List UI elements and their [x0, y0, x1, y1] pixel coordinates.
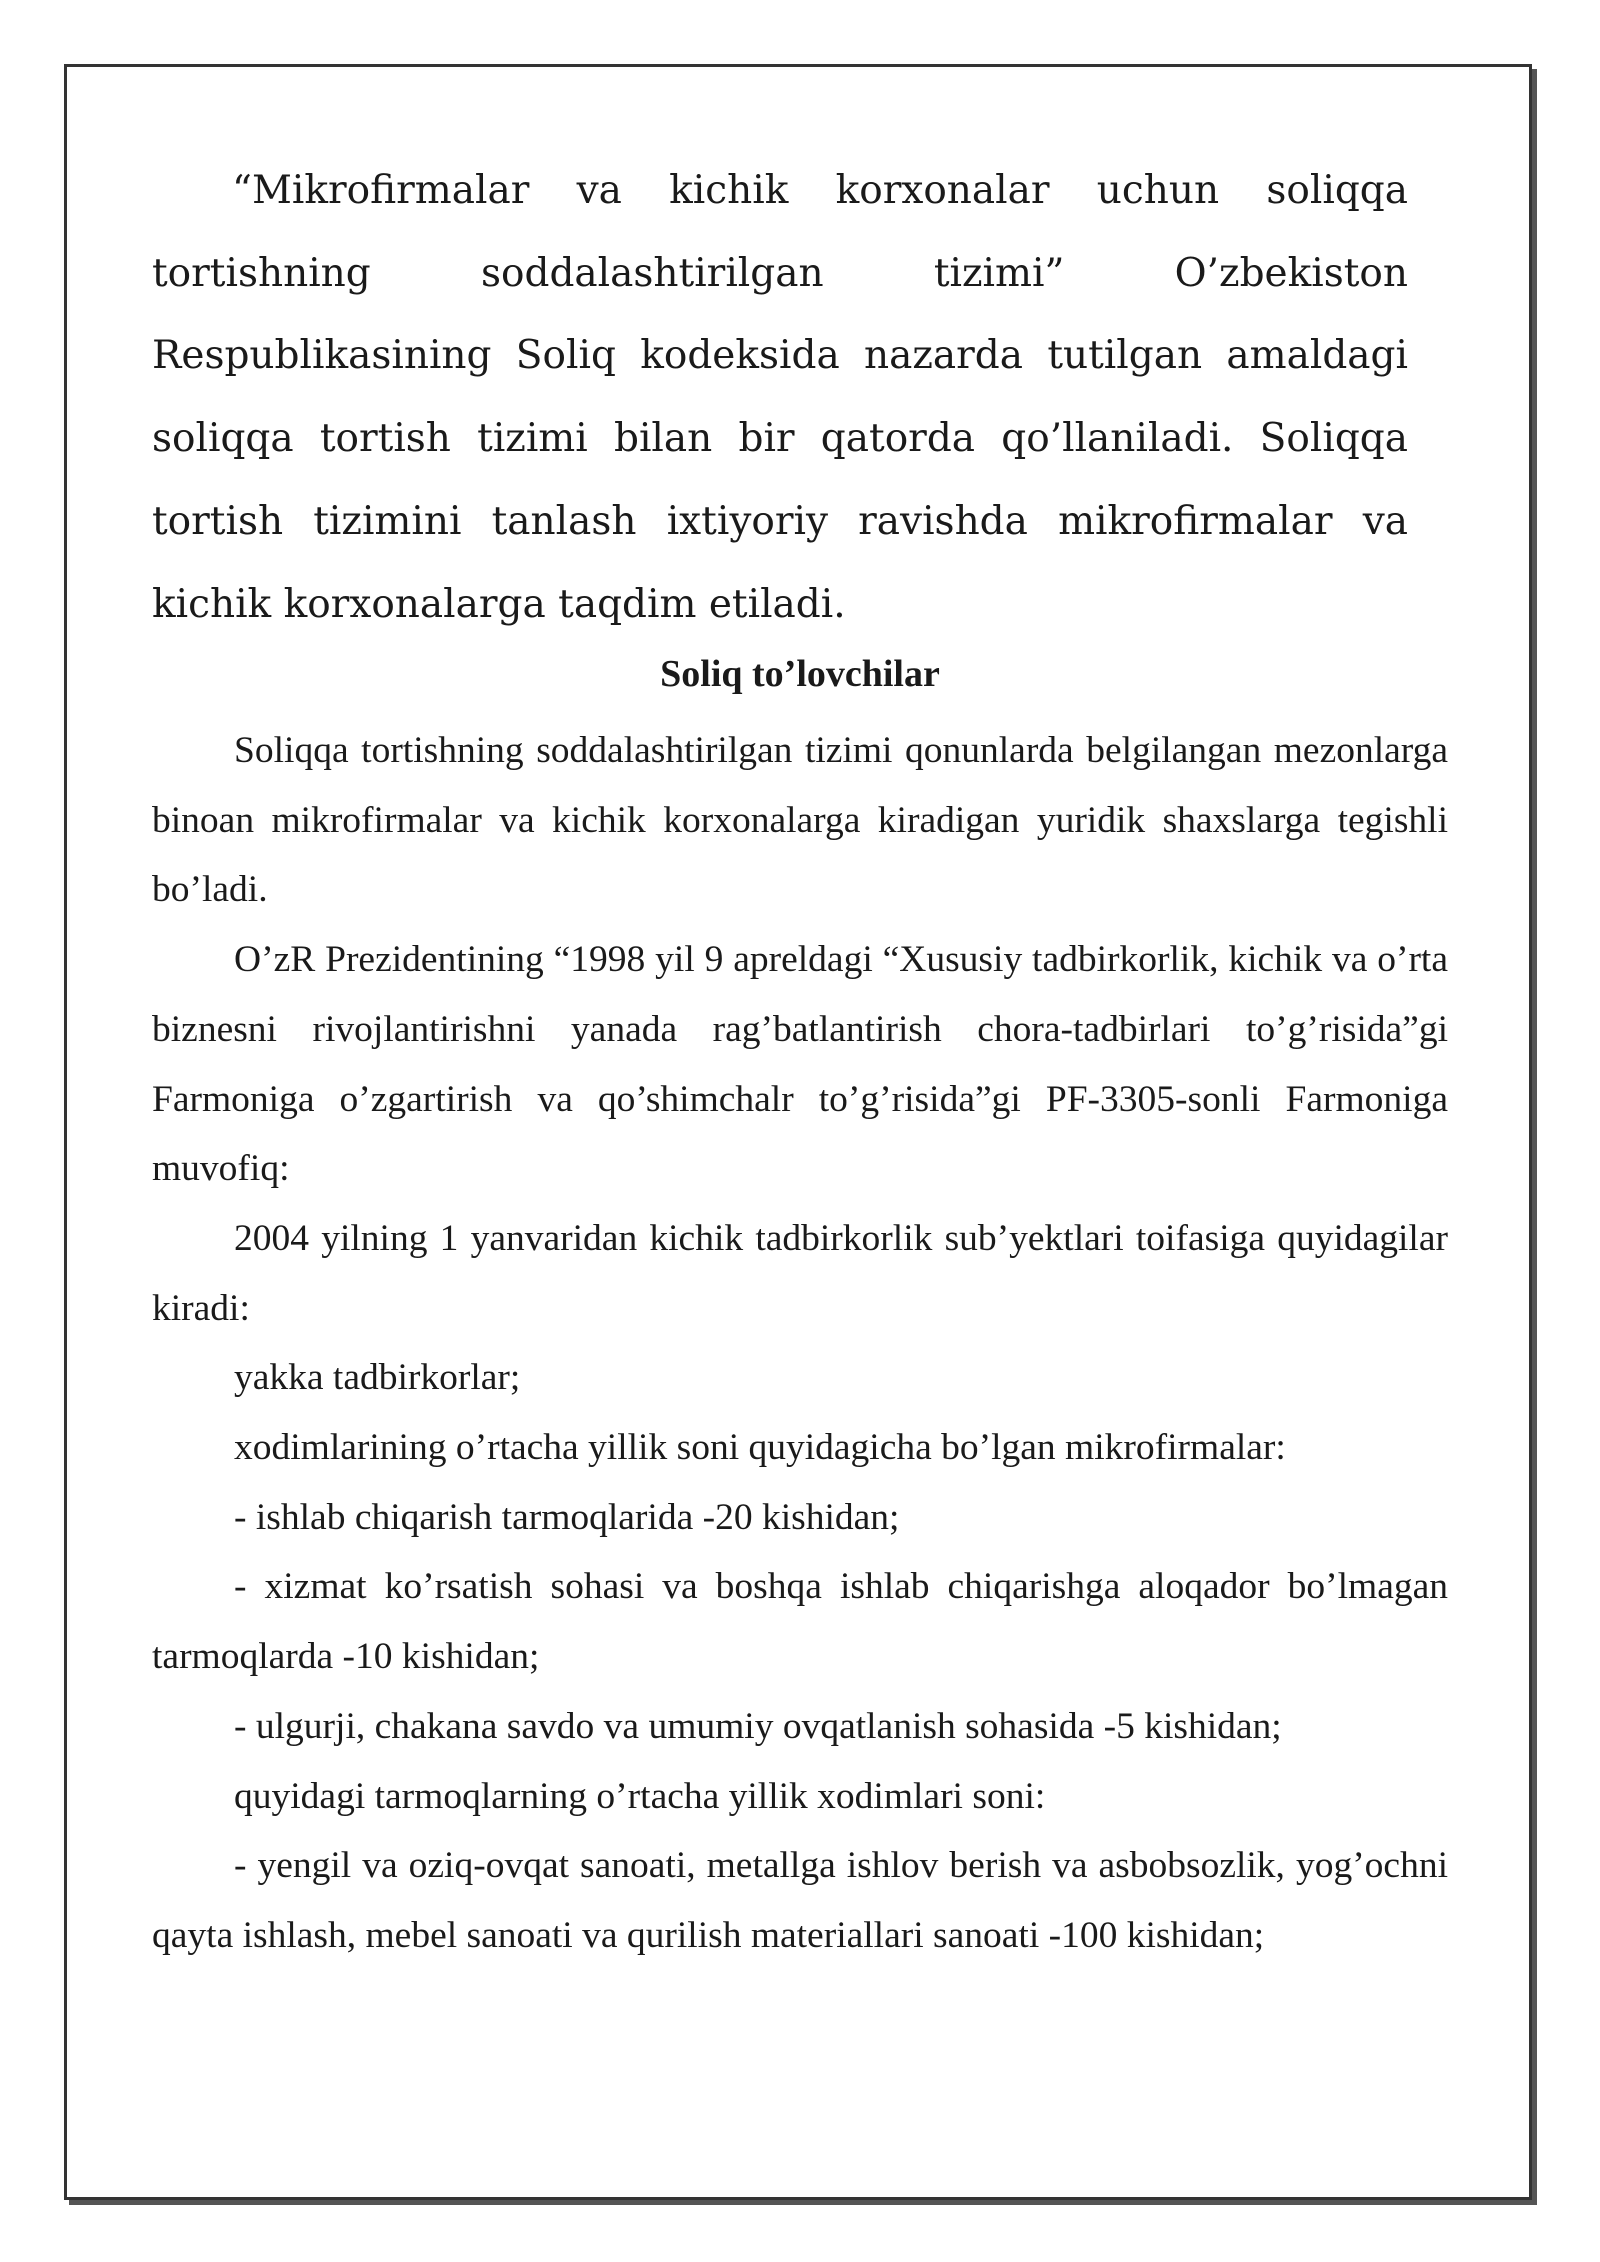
list-item-services: - xizmat ko’rsatish sohasi va boshqa ishlab chiqarishga aloqador bo’lmagan tarmoqlarda -10 kishidan;: [152, 1566, 1448, 1678]
paragraph-microfirms: xodimlarining o’rtacha yillik soni quyidagicha bo’lgan mikrofirmalar:: [234, 1427, 1286, 1469]
section-body: [152, 716, 1448, 1971]
list-item-trade: - ulgurji, chakana savdo va umumiy ovqatlanish sohasida -5 kishidan;: [234, 1705, 1282, 1747]
intro-paragraph: “Mikrofirmalar va kichik korxonalar uchun soliqqa tortishning soddalashtirilgan tizimi” O’zbekiston Respublikasining Soliq kodeksida nazarda tutilgan amaldagi soliqqa tortish tizimi bilan bir qatorda qo’llaniladi. Soliqqa tortish tizimini tanlash ixtiyoriy ravishda mikrofirmalar va kichik korxonalarga taqdim etiladi.: [152, 168, 1408, 627]
paragraph-individual-entrepreneurs: yakka tadbirkorlar;: [234, 1357, 521, 1399]
paragraph-employees: quyidagi tarmoqlarning o’rtacha yillik xodimlari soni:: [234, 1775, 1046, 1817]
section-heading: Soliq to’lovchilar: [660, 653, 940, 695]
paragraph-decree: O’zR Prezidentining “1998 yil 9 apreldagi “Xususiy tadbirkorlik, kichik va o’rta biznesni rivojlantirishni yanada rag’batlantirish chora-tadbirlari to’g’risida”gi Farmoniga o’zgartirish va qo’shimchalr to’g’risida”gi PF-3305-sonli Farmoniga muvofiq:: [152, 939, 1448, 1190]
list-item-production: - ishlab chiqarish tarmoqlarida -20 kishidan;: [234, 1496, 900, 1538]
paragraph-categories: 2004 yilning 1 yanvaridan kichik tadbirkorlik sub’yektlari toifasiga quyidagilar kiradi:: [152, 1217, 1448, 1329]
list-item-industry: - yengil va oziq-ovqat sanoati, metallga ishlov berish va asbobsozlik, yog’ochni qayta ishlash, mebel sanoati va qurilish materiallari sanoati -100 kishidan;: [152, 1845, 1448, 1956]
paragraph-scope: Soliqqa tortishning soddalashtirilgan tizimi qonunlarda belgilangan mezonlarga binoan mikrofirmalar va kichik korxonalarga kiradigan yuridik shaxslarga tegishli bo’ladi.: [152, 730, 1448, 911]
